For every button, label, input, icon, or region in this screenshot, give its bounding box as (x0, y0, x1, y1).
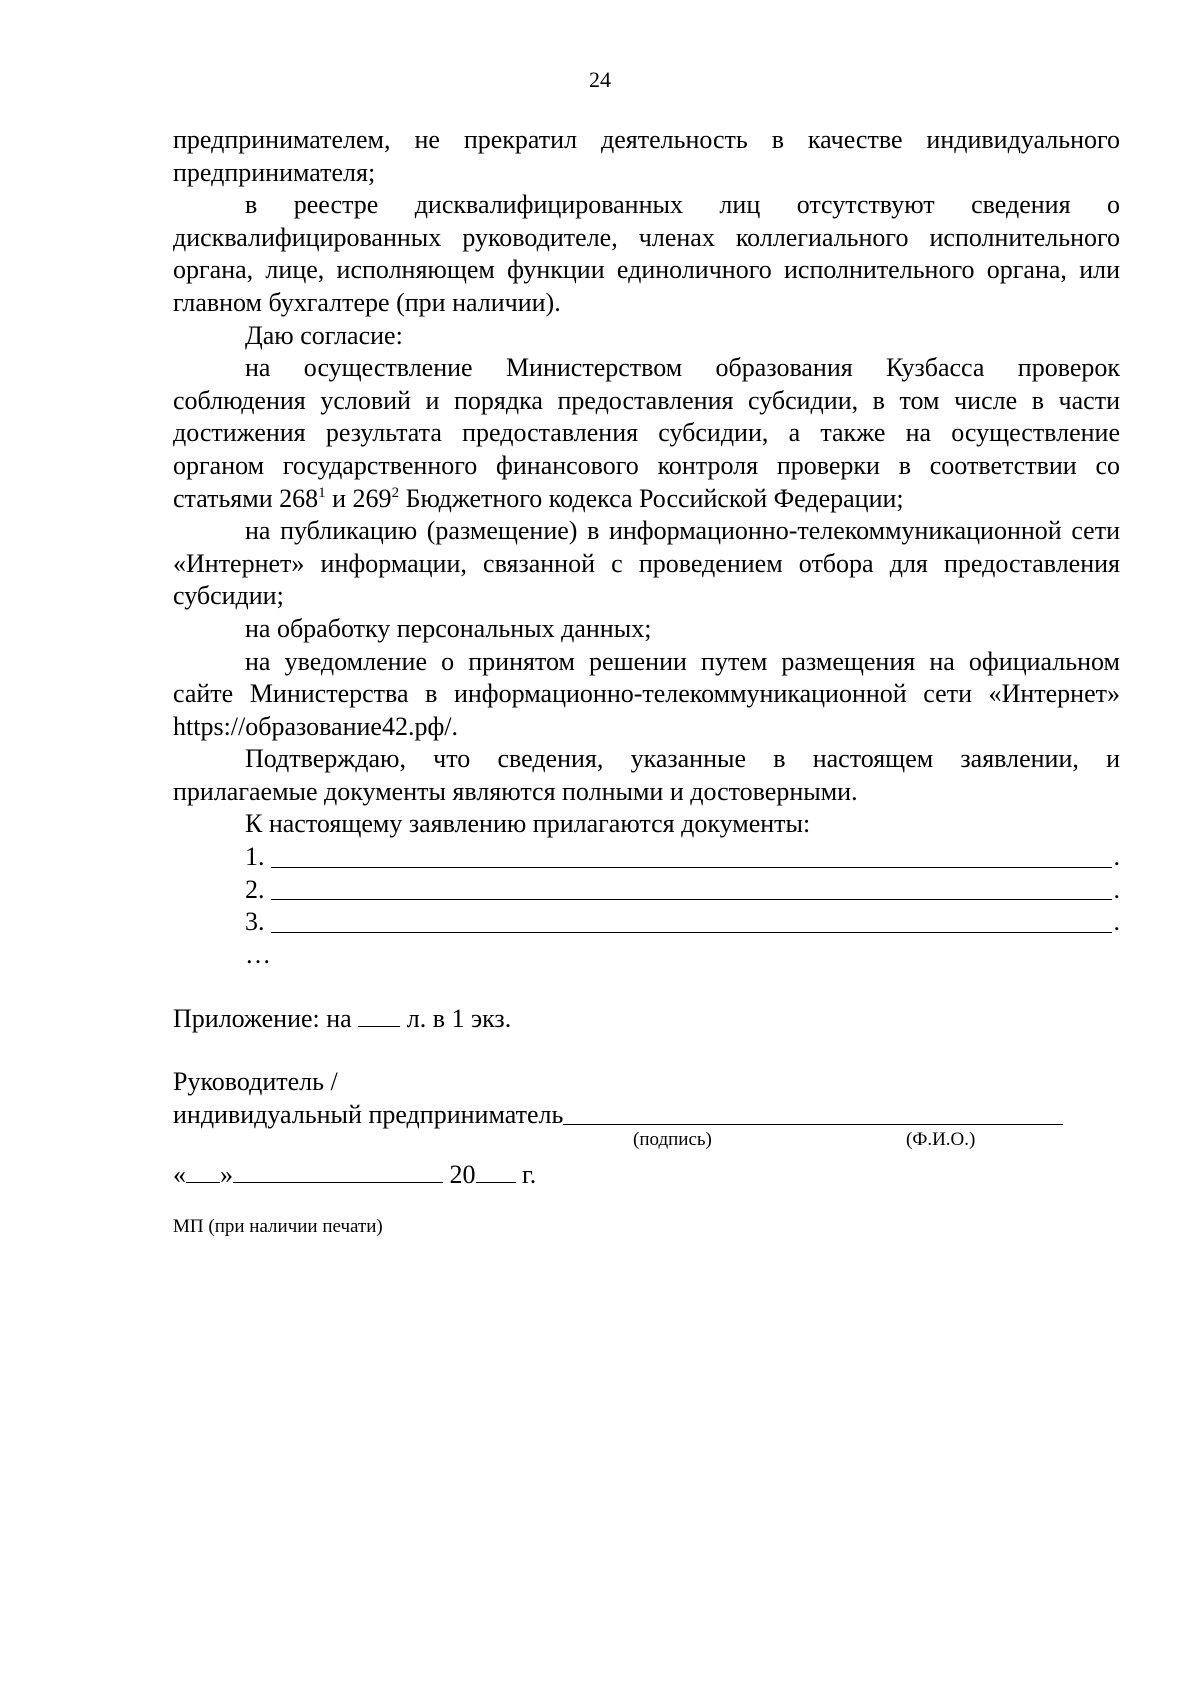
attachment-period: . (1113, 907, 1120, 937)
paragraph-entrepreneur: предпринимателем, не прекратил деятельность в качестве индивидуального предпринимателя; (173, 125, 1120, 187)
attachment-blank-line[interactable] (271, 932, 1112, 933)
signature-captions (173, 1131, 1120, 1159)
appendix-suffix: л. в 1 экз. (406, 1004, 512, 1034)
paragraph-attachments-heading: К настоящему заявлению прилагаются документы: (245, 809, 811, 839)
date-line (173, 1159, 1120, 1192)
page-number: 24 (589, 67, 611, 92)
superscript-2: 2 (391, 484, 400, 501)
appendix-prefix: Приложение: на (173, 1004, 352, 1034)
paragraph-consent-heading: Даю согласие: (245, 320, 403, 350)
stamp-note: МП (при наличии печати) (173, 1215, 383, 1237)
signature-blank-line[interactable] (563, 1124, 1063, 1125)
paragraph-disqualified-registry: в реестре дисквалифицированных лиц отсутствуют сведения о дисквалифицированных руководителе, членах коллегиального исполнительного органа, лице, исполняющем функции единоличного исполнительного органа, или главном бухгалтере (при наличии). (173, 190, 1120, 317)
consent-inspection-text-c: Бюджетного кодекса Российской Федерации; (399, 483, 904, 513)
appendix-pages-blank[interactable] (358, 1004, 400, 1027)
date-year-prefix: 20 (449, 1160, 476, 1190)
attachment-row-3[interactable] (173, 906, 1120, 939)
attachment-period: . (1113, 842, 1120, 872)
attachment-blank-line[interactable] (271, 867, 1112, 868)
attachment-number: 1. (245, 842, 265, 872)
paragraph-consent-publication: на публикацию (размещение) в информационно-телекоммуникационной сети «Интернет» информации, связанной с проведением отбора для предоставления субсидии; (173, 516, 1120, 611)
attachment-number: 2. (245, 874, 265, 904)
signature-role-line-1: Руководитель / (173, 1067, 338, 1097)
date-year-blank[interactable] (476, 1160, 516, 1183)
attachment-period: . (1113, 874, 1120, 904)
date-close-quote: » (220, 1160, 233, 1190)
attachment-blank-line[interactable] (271, 899, 1112, 900)
paragraph-confirmation: Подтверждаю, что сведения, указанные в настоящем заявлении, и прилагаемые документы являются полными и достоверными. (173, 744, 1120, 806)
superscript-1: 1 (318, 484, 326, 501)
caption-signature: (подпись) (633, 1129, 712, 1151)
date-day-blank[interactable] (186, 1160, 220, 1183)
attachment-row-1[interactable] (173, 841, 1120, 874)
date-month-blank[interactable] (233, 1160, 443, 1183)
document-body (173, 124, 1120, 1240)
consent-inspection-text-b: и 269 (325, 483, 392, 513)
attachment-ellipsis: … (245, 939, 271, 969)
date-open-quote: « (173, 1160, 186, 1190)
caption-full-name: (Ф.И.О.) (906, 1129, 976, 1151)
date-year-suffix: г. (522, 1160, 537, 1190)
signature-role-line-2: индивидуальный предприниматель (173, 1099, 564, 1129)
appendix-line (173, 1003, 1120, 1036)
paragraph-consent-inspection (173, 352, 1120, 515)
attachment-number: 3. (245, 907, 265, 937)
paragraph-consent-personal-data: на обработку персональных данных; (245, 613, 652, 643)
attachment-row-2[interactable] (173, 874, 1120, 907)
consent-inspection-text-a: на осуществление Министерством образования Кузбасса проверок соблюдения условий и порядка предоставления субсидии, в том числе в части достижения результата предоставления субсидии, а также на осуществление органом государственного финансового контроля проверки в соответствии со статьями 268 (173, 353, 1120, 513)
paragraph-consent-notification: на уведомление о принятом решении путем размещения на официальном сайте Министерства в информационно-телекоммуникационной сети «Интернет» https://образование42.рф/. (173, 646, 1120, 741)
